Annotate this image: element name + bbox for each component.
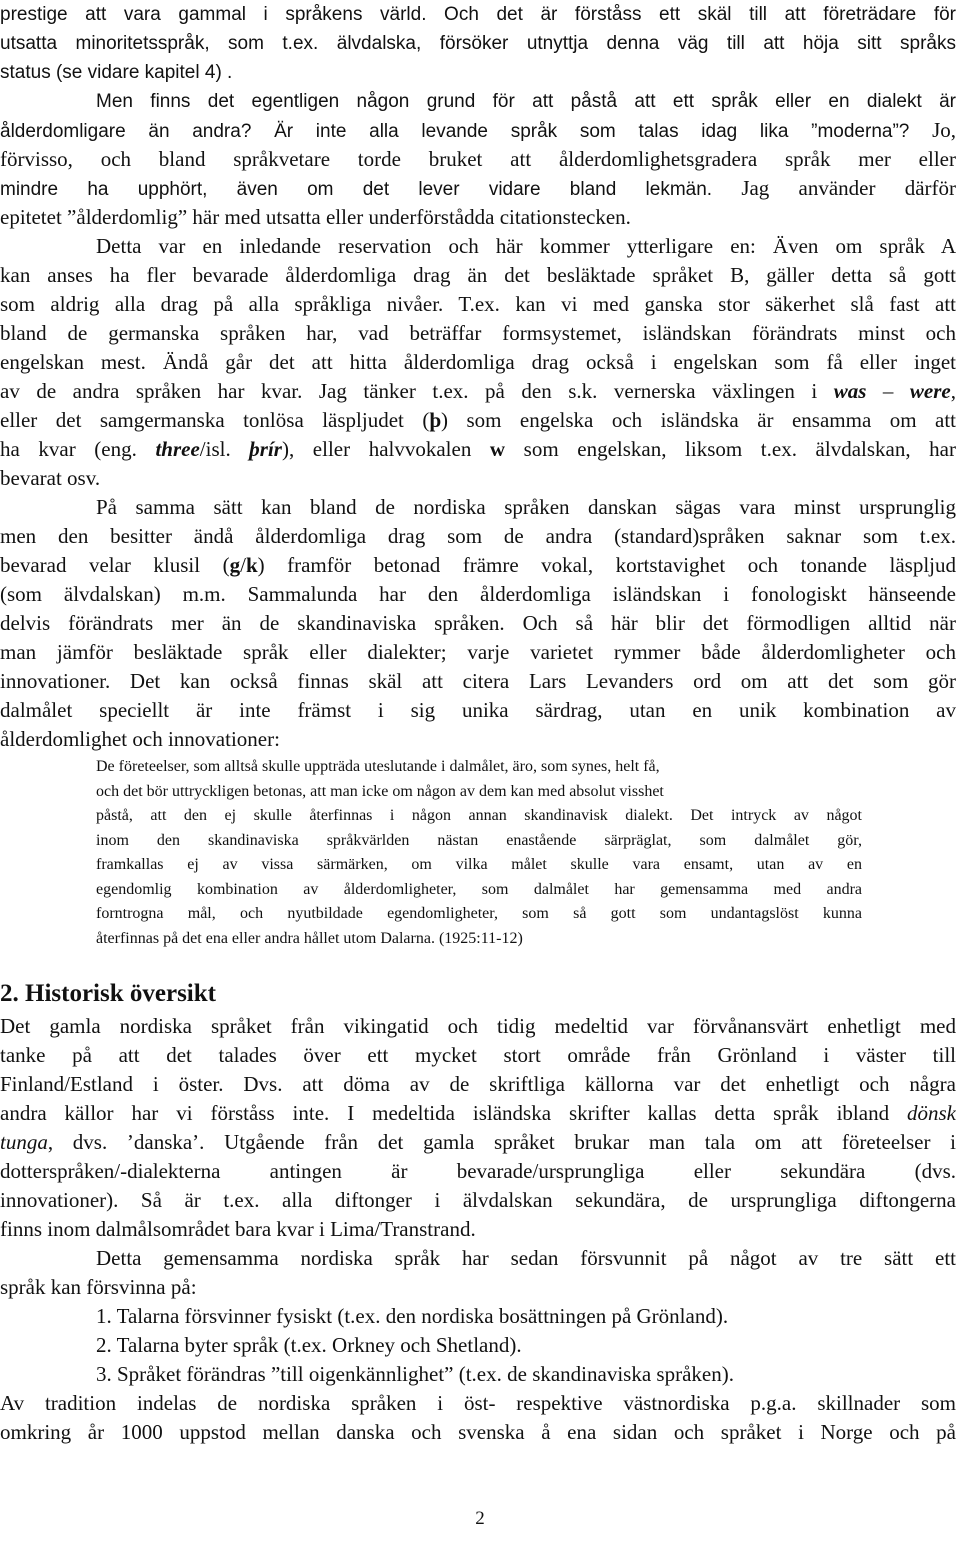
text-line: bevarat osv. xyxy=(0,466,101,490)
section-heading: 2. Historisk översikt xyxy=(0,980,216,1007)
text-line: tanke på att det talades över ett mycket stort område från Grönland i väster till xyxy=(0,1043,956,1067)
list-item: 2. Talarna byter språk (t.ex. Orkney och Shetland). xyxy=(96,1333,522,1357)
text-line: prestige att vara gammal i språkens värld. Och det är förståss ett skäl till att företrädare för xyxy=(0,4,956,25)
text-line: epitetet ”ålderdomlig” här med utsatta eller underförstådda citationstecken. xyxy=(0,205,631,229)
quote-line: återfinnas på det ena eller andra hållet utom Dalarna. (1925:11-12) xyxy=(96,929,523,947)
text-line: (som älvdalskan) m.m. Sammalunda har den ålderdomliga isländskan i fonologiskt hänseende xyxy=(0,582,956,606)
text-line: bland de germanska språken har, vad beträffar formsystemet, isländskan förändrats minst och xyxy=(0,321,956,345)
text-line: innovationer. Det kan också finnas skäl att citera Lars Levanders ord om att det som gör xyxy=(0,669,956,693)
text-line: status (se vidare kapitel 4) . xyxy=(0,62,233,83)
text-line: andra källor har vi förståss inte. I medeltida isländska skrifter kallas detta språk ibland dönsk xyxy=(0,1101,956,1125)
text-line: Av tradition indelas de nordiska språken i öst- respektive västnordiska p.g.a. skillnader som xyxy=(0,1391,956,1415)
text-line: ålderdomligare än andra? Är inte alla levande språk som talas idag lika ”moderna”? Jo, xyxy=(0,118,956,142)
quote-line: egendomlig kombination av ålderdomligheter, som dalmålet har gemensamma med andra xyxy=(96,880,862,898)
quote-line: De företeelser, som alltså skulle uppträda uteslutande i dalmålet, äro, som synes, helt få, xyxy=(96,758,660,775)
text-line: eller det samgermanska tonlösa läspljudet (þ) som engelska och isländska är ensamma om att xyxy=(0,408,956,432)
text-line: bevarad velar klusil (g/k) framför betonad främre vokal, kortstavighet och tonande läspljud xyxy=(0,553,956,577)
text-line: engelskan mest. Ändå går det att hitta ålderdomliga drag också i engelskan som få eller inget xyxy=(0,350,956,374)
text-line: kan anses ha fler bevarade ålderdomliga drag än det besläktade språket B, gäller detta så gott xyxy=(0,263,956,287)
text-line: av de andra språken har kvar. Jag tänker t.ex. på den s.k. vernerska växlingen i was – were, xyxy=(0,379,956,403)
text-line: men den besitter ändå ålderdomliga drag som de andra (standard)språken saknar som t.ex. xyxy=(0,524,956,548)
text-line: omkring år 1000 uppstod mellan danska och svenska å ena sidan och språket i Norge och på xyxy=(0,1420,956,1444)
text-line: delvis förändrats mer än de skandinaviska språken. Och så här blir det förmodligen alltid när xyxy=(0,611,956,635)
quote-line: framkallas ej av vissa särmärken, om vilka målet skulle vara ensamt, utan av en xyxy=(96,856,862,873)
text-line: mindre ha upphört, även om det lever vidare bland lekmän. Jag använder därför xyxy=(0,176,956,200)
text-line: Det gamla nordiska språket från vikingatid och tidig medeltid var förvånansvärt enhetligt med xyxy=(0,1014,956,1038)
text-line: tunga, dvs. ’danska’. Utgående från det gamla språket brukar man tala om att företeelser i xyxy=(0,1130,956,1154)
page-number: 2 xyxy=(475,1508,485,1529)
text-line: språk kan försvinna på: xyxy=(0,1275,197,1299)
quote-line: forntrogna mål, och nyutbildade egendomligheter, som så gott som undantagslöst kunna xyxy=(96,905,862,922)
text-line: innovationer). Så är t.ex. alla diftonger i älvdalskan sekundära, de ursprungliga diftongerna xyxy=(0,1188,956,1212)
text-line: Finland/Estland i öster. Dvs. att döma av de skriftliga källorna var det enhetligt och några xyxy=(0,1072,956,1096)
text-line: finns inom dalmålsområdet bara kvar i Lima/Transtrand. xyxy=(0,1217,476,1241)
text-line: förvisso, och bland språkvetare torde bruket att ålderdomlighetsgradera språk mer eller xyxy=(0,147,956,171)
text-line: Detta var en inledande reservation och här kommer ytterligare en: Även om språk A xyxy=(96,234,956,258)
text-line: dalmålet speciellt är inte främst i sig unika särdrag, utan en unik kombination av xyxy=(0,698,956,722)
text-line: man jämför besläktade språk eller dialekter; varje varietet rymmer både ålderdomligheter och xyxy=(0,640,956,664)
text-line: utsatta minoritetsspråk, som t.ex. älvdalska, försöker utnyttja denna väg till att höja sitt språks xyxy=(0,33,956,54)
quote-line: och det bör uttryckligen betonas, att man icke om någon av dem kan med absolut visshet xyxy=(96,782,664,800)
text-line: dotterspråken/-dialekterna antingen är bevarade/ursprungliga eller sekundära (dvs. xyxy=(0,1159,956,1183)
list-item: 3. Språket förändras ”till oigenkännlighet” (t.ex. de skandinaviska språken). xyxy=(96,1362,734,1386)
text-line: Detta gemensamma nordiska språk har sedan försvunnit på något av tre sätt ett xyxy=(96,1246,956,1270)
text-line: Men finns det egentligen någon grund för att påstå att ett språk eller en dialekt är xyxy=(96,91,956,112)
text-line: som aldrig alla drag på alla språkliga nivåer. T.ex. kan vi med ganska stor säkerhet slå fast att xyxy=(0,292,956,316)
text-line: På samma sätt kan bland de nordiska språken danskan sägas vara minst ursprunglig xyxy=(96,495,956,519)
list-item: 1. Talarna försvinner fysiskt (t.ex. den nordiska bosättningen på Grönland). xyxy=(96,1304,729,1328)
quote-line: inom den skandinaviska språkvärlden nästan enastående särpräglat, som dalmålet gör, xyxy=(96,831,862,849)
text-line: ha kvar (eng. three/isl. þrír), eller halvvokalen w som engelskan, liksom t.ex. älvdalskan, har xyxy=(0,437,956,461)
quote-line: påstå, att den ej skulle återfinnas i någon annan skandinavisk dialekt. Det intryck av något xyxy=(96,807,862,824)
text-line: ålderdomlighet och innovationer: xyxy=(0,727,280,751)
